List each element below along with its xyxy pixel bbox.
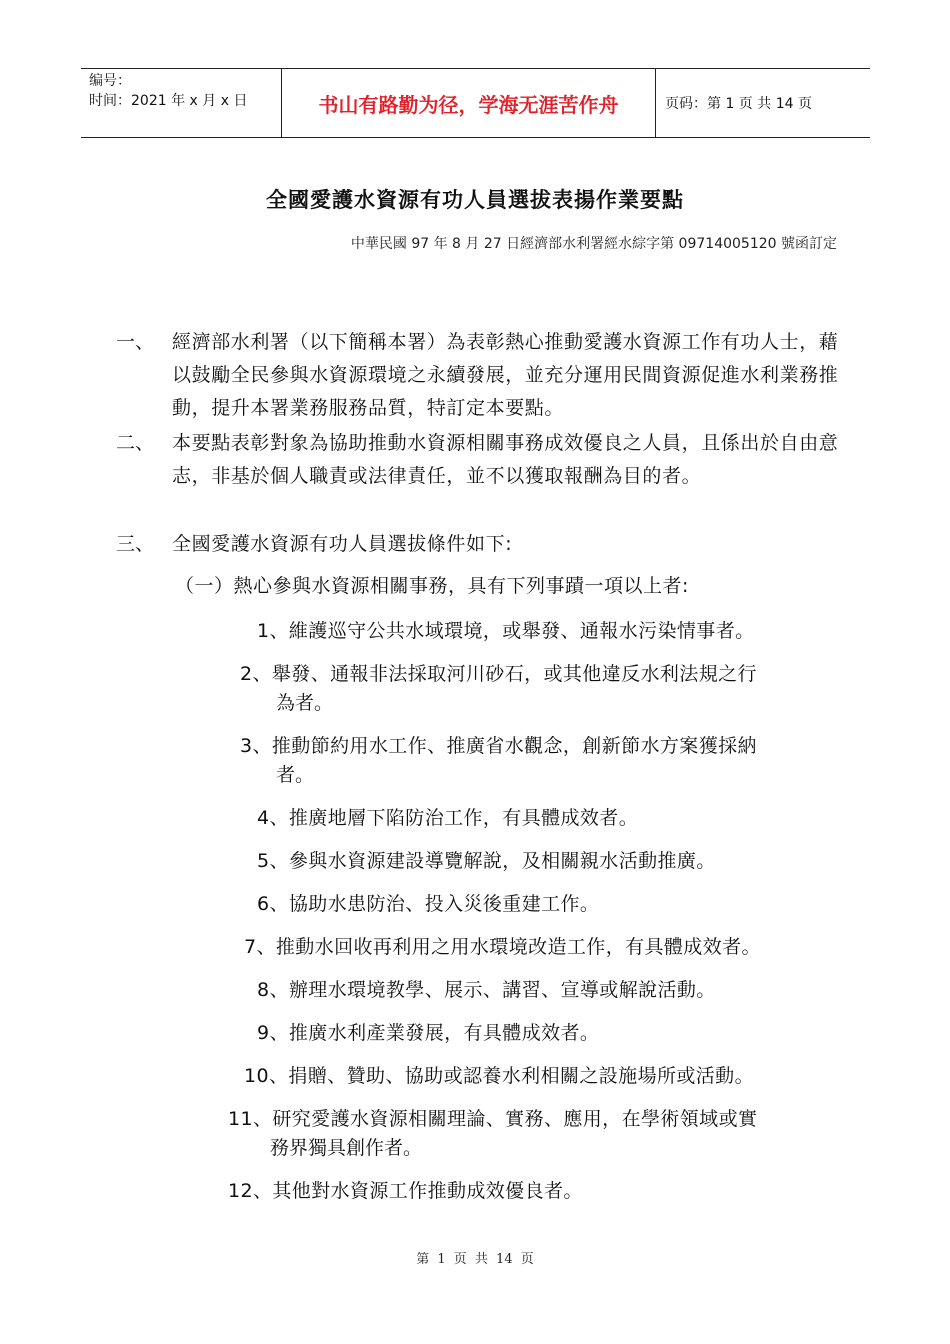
section-text: 全國愛護水資源有功人員選拔條件如下: xyxy=(172,533,513,555)
header-motto: 书山有路勤为径，学海无涯苦作舟 xyxy=(281,69,656,137)
list-item: 10、捐贈、贊助、協助或認養水利相關之設施場所或活動。 xyxy=(244,1065,754,1087)
page-footer: 第 1 页 共 14 页 xyxy=(416,1252,534,1267)
list-item: 4、推廣地層下陷防治工作，有具體成效者。 xyxy=(257,807,639,829)
code-label: 编号： xyxy=(89,73,131,89)
list-item: 7、推動水回收再利用之用水環境改造工作，有具體成效者。 xyxy=(244,936,761,958)
document-subtitle: 中華民國 97 年 8 月 27 日經濟部水利署經水綜字第 09714005120 號函訂定 xyxy=(350,236,837,252)
list-item: 3、推動節約用水工作、推廣省水觀念，創新節水方案獲採納 xyxy=(240,735,757,757)
section-text: 本要點表彰對象為協助推動水資源相關事務成效優良之人員，且係出於自由意志，非基於個人職責或法律責任，並不以獲取報酬為目的者。 xyxy=(172,432,839,487)
section-number: 三、 xyxy=(116,533,155,555)
section-number: 二、 xyxy=(116,432,155,454)
list-item: 8、辦理水環境教學、展示、講習、宣導或解說活動。 xyxy=(257,979,716,1001)
section-text: 經濟部水利署（以下簡稱本署）為表彰熱心推動愛護水資源工作有功人士，藉以鼓勵全民參與水資源環境之永續發展，並充分運用民間資源促進水利業務推動，提升本署業務服務品質，特訂定本要點。 xyxy=(172,331,839,419)
header-page-label: 页码：第 1 页 共 14 页 xyxy=(665,96,812,112)
list-item: 1、維護巡守公共水域環境，或舉發、通報水污染情事者。 xyxy=(257,620,755,642)
header-meta xyxy=(81,69,281,137)
list-item: 9、推廣水利產業發展，有具體成效者。 xyxy=(257,1022,600,1044)
subsection-heading: （一）熱心參與水資源相關事務，具有下列事蹟一項以上者: xyxy=(175,575,689,597)
list-item: 5、參與水資源建設導覽解說，及相關親水活動推廣。 xyxy=(257,850,716,872)
section-number: 一、 xyxy=(116,331,155,353)
list-item-continuation: 為者。 xyxy=(276,692,334,714)
list-item: 12、其他對水資源工作推動成效優良者。 xyxy=(228,1180,583,1202)
date-label: 时间：2021 年 x 月 x 日 xyxy=(89,93,248,109)
page-header xyxy=(81,68,870,138)
list-item: 6、協助水患防治、投入災後重建工作。 xyxy=(257,893,600,915)
document-title: 全國愛護水資源有功人員選拔表揚作業要點 xyxy=(266,187,684,212)
list-item: 11、研究愛護水資源相關理論、實務、應用，在學術領域或實 xyxy=(228,1108,758,1130)
list-item: 2、舉發、通報非法採取河川砂石，或其他違反水利法規之行 xyxy=(240,663,757,685)
list-item-continuation: 者。 xyxy=(276,764,315,786)
list-item-continuation: 務界獨具創作者。 xyxy=(270,1137,423,1159)
